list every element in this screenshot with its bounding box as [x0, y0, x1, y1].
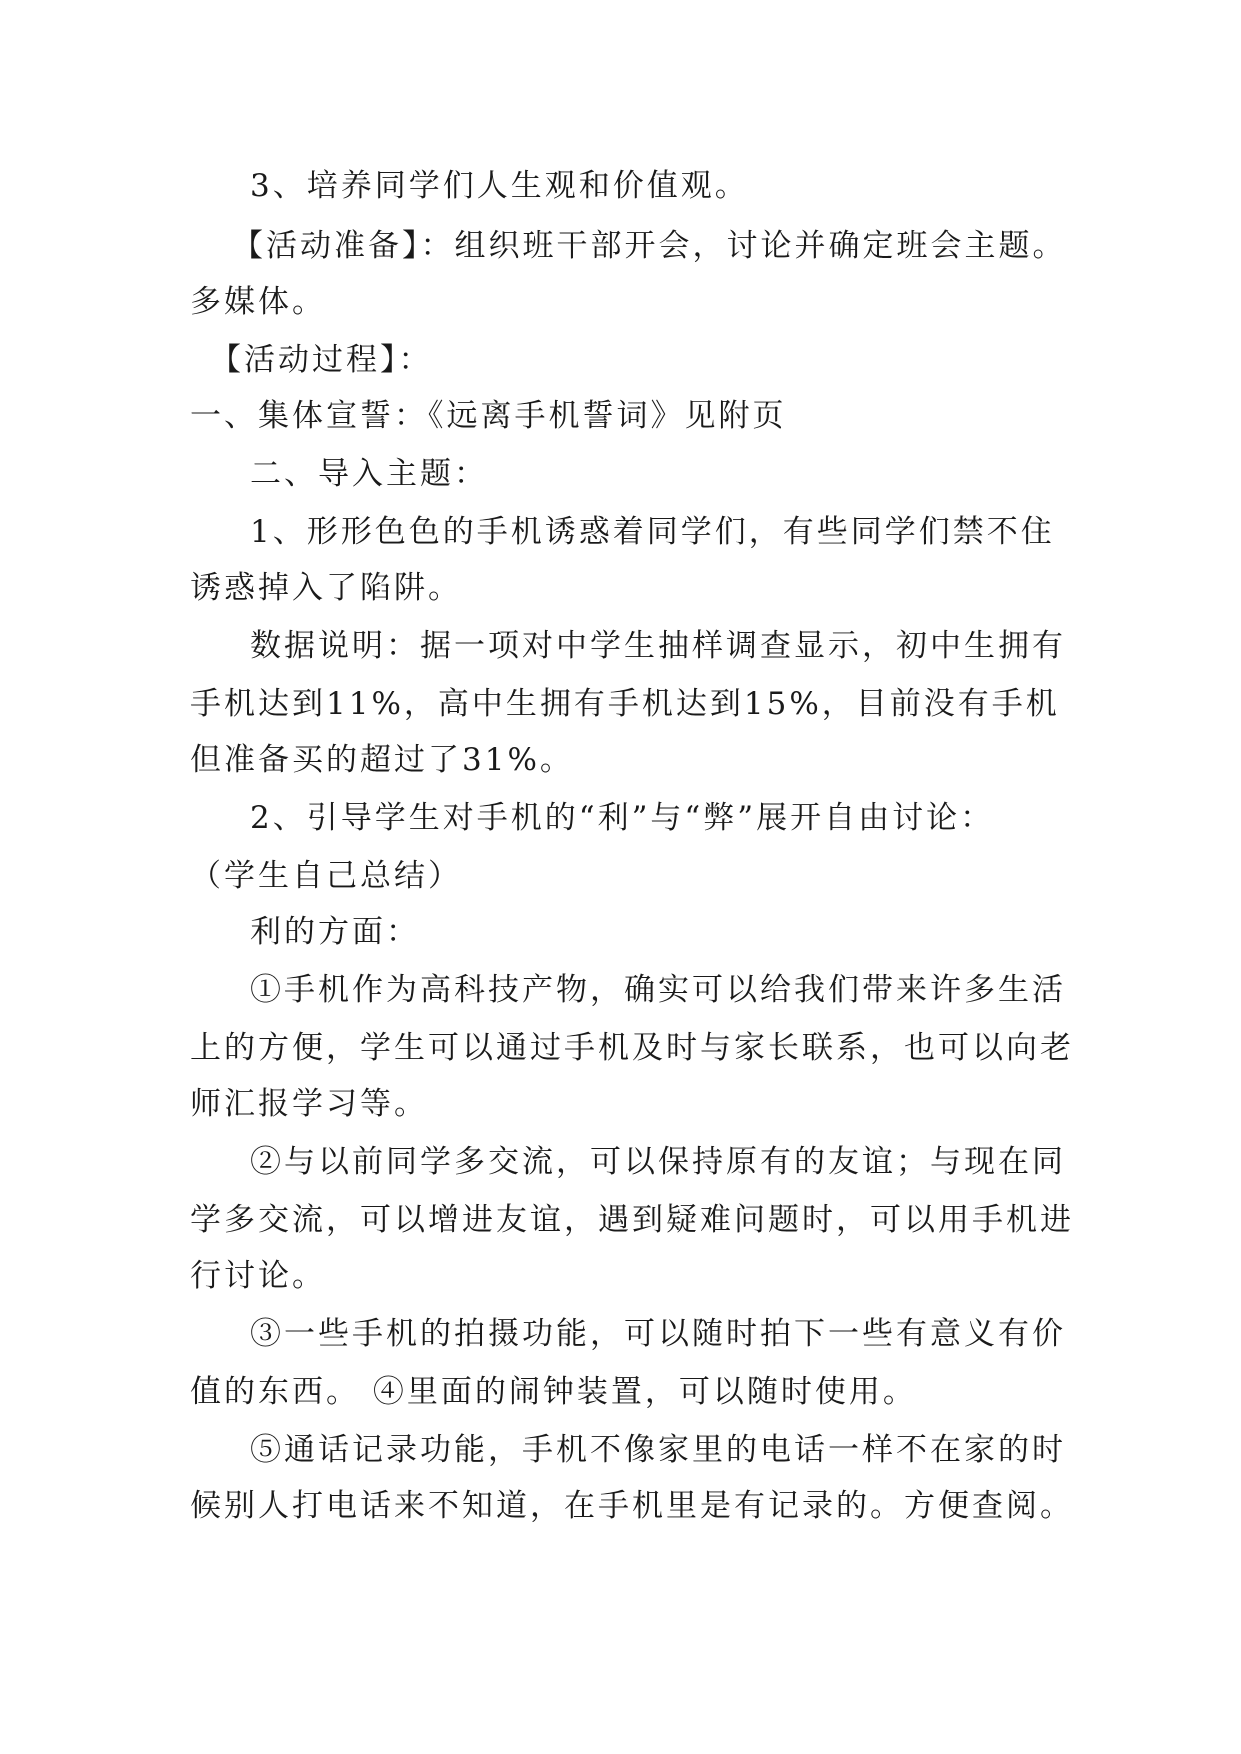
paragraph-line: ⑤通话记录功能，手机不像家里的电话一样不在家的时: [250, 1432, 1066, 1468]
paragraph-line: 数据说明：据一项对中学生抽样调查显示，初中生拥有: [250, 628, 1066, 664]
section-heading: 【活动过程】：: [210, 342, 433, 378]
paragraph-line: 值的东西。 ④里面的闹钟装置，可以随时使用。: [190, 1374, 917, 1410]
paragraph-line: 2、引导学生对手机的“利”与“弊”展开自由讨论：: [250, 800, 995, 836]
paragraph-line: 利的方面：: [250, 914, 420, 950]
paragraph-line: 【活动准备】：组织班干部开会，讨论并确定班会主题。: [232, 228, 1067, 264]
paragraph-line: 诱惑掉入了陷阱。: [190, 570, 462, 606]
paragraph-line: 3、培养同学们人生观和价值观。: [250, 168, 749, 204]
paragraph-line: 但准备买的超过了31%。: [190, 742, 574, 778]
section-heading: 二、导入主题：: [250, 456, 488, 492]
paragraph-line: 上的方便，学生可以通过手机及时与家长联系，也可以向老: [190, 1030, 1074, 1066]
paragraph-line: 多媒体。: [190, 284, 326, 320]
paragraph-line: 候别人打电话来不知道，在手机里是有记录的。方便查阅。: [190, 1488, 1074, 1524]
paragraph-line: 行讨论。: [190, 1258, 326, 1294]
paragraph-line: （学生自己总结）: [190, 858, 462, 894]
paragraph-line: 师汇报学习等。: [190, 1086, 428, 1122]
paragraph-line: 手机达到11%，高中生拥有手机达到15%，目前没有手机: [190, 686, 1060, 722]
paragraph-line: 1、形形色色的手机诱惑着同学们，有些同学们禁不住: [250, 514, 1055, 550]
paragraph-line: 学多交流，可以增进友谊，遇到疑难问题时，可以用手机进: [190, 1202, 1074, 1238]
paragraph-line: ③一些手机的拍摄功能，可以随时拍下一些有意义有价: [250, 1316, 1066, 1352]
paragraph-line: ②与以前同学多交流，可以保持原有的友谊；与现在同: [250, 1144, 1066, 1180]
section-heading: 一、集体宣誓：《远离手机誓词》见附页: [190, 398, 787, 434]
paragraph-line: ①手机作为高科技产物，确实可以给我们带来许多生活: [250, 972, 1066, 1008]
